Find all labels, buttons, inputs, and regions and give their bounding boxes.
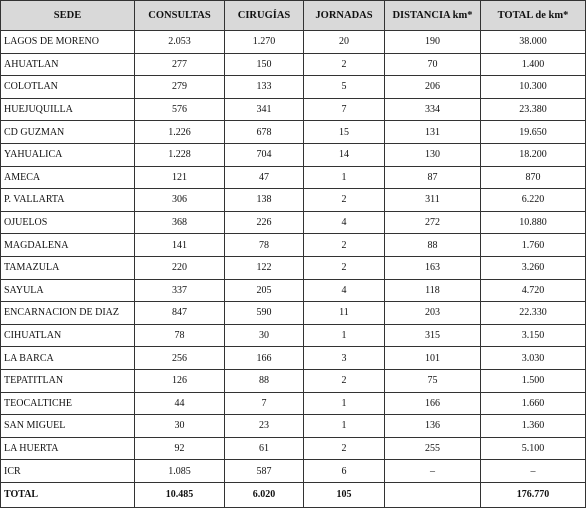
table-row xyxy=(1,211,586,234)
cell-sede: TAMAZULA xyxy=(1,256,135,279)
cell-sede: CD GUZMAN xyxy=(1,121,135,144)
cell-sede: P. VALLARTA xyxy=(1,189,135,212)
cell-consultas: 277 xyxy=(135,53,225,76)
cell-total-km: 1.500 xyxy=(481,369,586,392)
cell-cirugias: 205 xyxy=(225,279,304,302)
table-row xyxy=(1,415,586,438)
cell-consultas: 1.228 xyxy=(135,143,225,166)
cell-distancia: 315 xyxy=(385,324,481,347)
cell-jornadas: 2 xyxy=(304,189,385,212)
cell-jornadas: 2 xyxy=(304,256,385,279)
cell-sede: SAYULA xyxy=(1,279,135,302)
cell-consultas: 1.226 xyxy=(135,121,225,144)
cell-consultas: 121 xyxy=(135,166,225,189)
cell-jornadas: 14 xyxy=(304,143,385,166)
header-consultas: CONSULTAS xyxy=(135,1,225,31)
cell-distancia: 206 xyxy=(385,76,481,99)
cell-total-km: 18.200 xyxy=(481,143,586,166)
table-row xyxy=(1,460,586,483)
cell-sede: HUEJUQUILLA xyxy=(1,98,135,121)
cell-cirugias: 7 xyxy=(225,392,304,415)
header-total-km: TOTAL de km* xyxy=(481,1,586,31)
table-row xyxy=(1,302,586,325)
cell-total-km: – xyxy=(481,460,586,483)
cell-consultas: 256 xyxy=(135,347,225,370)
table-row xyxy=(1,121,586,144)
cell-sede: LAGOS DE MORENO xyxy=(1,31,135,54)
cell-distancia: 130 xyxy=(385,143,481,166)
cell-sede: CIHUATLAN xyxy=(1,324,135,347)
cell-jornadas: 1 xyxy=(304,415,385,438)
table-row xyxy=(1,98,586,121)
cell-cirugias: 61 xyxy=(225,437,304,460)
table-row xyxy=(1,347,586,370)
total-consultas: 10.485 xyxy=(135,482,225,507)
cell-jornadas: 11 xyxy=(304,302,385,325)
table-row xyxy=(1,437,586,460)
cell-distancia: 101 xyxy=(385,347,481,370)
cell-distancia: 75 xyxy=(385,369,481,392)
table-row xyxy=(1,392,586,415)
cell-distancia: 136 xyxy=(385,415,481,438)
cell-cirugias: 704 xyxy=(225,143,304,166)
cell-total-km: 1.400 xyxy=(481,53,586,76)
cell-cirugias: 590 xyxy=(225,302,304,325)
cell-jornadas: 2 xyxy=(304,234,385,257)
cell-cirugias: 166 xyxy=(225,347,304,370)
cell-consultas: 44 xyxy=(135,392,225,415)
cell-total-km: 1.660 xyxy=(481,392,586,415)
header-row xyxy=(1,1,586,31)
cell-distancia: 163 xyxy=(385,256,481,279)
cell-sede: AHUATLAN xyxy=(1,53,135,76)
cell-consultas: 141 xyxy=(135,234,225,257)
table-row xyxy=(1,31,586,54)
cell-cirugias: 1.270 xyxy=(225,31,304,54)
table-body xyxy=(1,31,586,508)
cell-distancia: 87 xyxy=(385,166,481,189)
cell-distancia: 272 xyxy=(385,211,481,234)
cell-consultas: 368 xyxy=(135,211,225,234)
header-distancia: DISTANCIA km* xyxy=(385,1,481,31)
cell-sede: TEPATITLAN xyxy=(1,369,135,392)
cell-consultas: 92 xyxy=(135,437,225,460)
cell-total-km: 10.880 xyxy=(481,211,586,234)
cell-sede: LA HUERTA xyxy=(1,437,135,460)
cell-consultas: 306 xyxy=(135,189,225,212)
table-row xyxy=(1,143,586,166)
cell-consultas: 1.085 xyxy=(135,460,225,483)
total-row xyxy=(1,482,586,507)
cell-sede: MAGDALENA xyxy=(1,234,135,257)
cell-cirugias: 150 xyxy=(225,53,304,76)
cell-sede: AMECA xyxy=(1,166,135,189)
cell-cirugias: 78 xyxy=(225,234,304,257)
cell-total-km: 1.760 xyxy=(481,234,586,257)
cell-total-km: 10.300 xyxy=(481,76,586,99)
cell-total-km: 6.220 xyxy=(481,189,586,212)
table-row xyxy=(1,189,586,212)
table-row xyxy=(1,76,586,99)
total-distancia xyxy=(385,482,481,507)
cell-distancia: 203 xyxy=(385,302,481,325)
cell-jornadas: 15 xyxy=(304,121,385,144)
cell-sede: COLOTLAN xyxy=(1,76,135,99)
cell-cirugias: 587 xyxy=(225,460,304,483)
cell-cirugias: 88 xyxy=(225,369,304,392)
cell-jornadas: 2 xyxy=(304,53,385,76)
cell-distancia: 190 xyxy=(385,31,481,54)
cell-total-km: 3.030 xyxy=(481,347,586,370)
total-total-km: 176.770 xyxy=(481,482,586,507)
header-jornadas: JORNADAS xyxy=(304,1,385,31)
table-row xyxy=(1,256,586,279)
cell-jornadas: 4 xyxy=(304,211,385,234)
cell-distancia: 334 xyxy=(385,98,481,121)
cell-total-km: 23.380 xyxy=(481,98,586,121)
cell-distancia: 88 xyxy=(385,234,481,257)
cell-jornadas: 5 xyxy=(304,76,385,99)
cell-sede: OJUELOS xyxy=(1,211,135,234)
table-row xyxy=(1,279,586,302)
cell-sede: TEOCALTICHE xyxy=(1,392,135,415)
total-jornadas: 105 xyxy=(304,482,385,507)
cell-cirugias: 678 xyxy=(225,121,304,144)
cell-distancia: – xyxy=(385,460,481,483)
cell-consultas: 576 xyxy=(135,98,225,121)
cell-consultas: 337 xyxy=(135,279,225,302)
cell-distancia: 255 xyxy=(385,437,481,460)
cell-sede: ENCARNACION DE DIAZ xyxy=(1,302,135,325)
cell-total-km: 870 xyxy=(481,166,586,189)
cell-total-km: 3.150 xyxy=(481,324,586,347)
cell-total-km: 38.000 xyxy=(481,31,586,54)
cell-jornadas: 4 xyxy=(304,279,385,302)
cell-consultas: 847 xyxy=(135,302,225,325)
cell-jornadas: 3 xyxy=(304,347,385,370)
cell-cirugias: 122 xyxy=(225,256,304,279)
cell-sede: LA BARCA xyxy=(1,347,135,370)
cell-cirugias: 226 xyxy=(225,211,304,234)
cell-sede: ICR xyxy=(1,460,135,483)
cell-jornadas: 7 xyxy=(304,98,385,121)
header-cirugias: CIRUGÍAS xyxy=(225,1,304,31)
table-row xyxy=(1,324,586,347)
cell-cirugias: 341 xyxy=(225,98,304,121)
cell-cirugias: 23 xyxy=(225,415,304,438)
table-row xyxy=(1,369,586,392)
cell-jornadas: 2 xyxy=(304,437,385,460)
cell-distancia: 70 xyxy=(385,53,481,76)
cell-total-km: 22.330 xyxy=(481,302,586,325)
cell-total-km: 19.650 xyxy=(481,121,586,144)
cell-total-km: 5.100 xyxy=(481,437,586,460)
cell-distancia: 131 xyxy=(385,121,481,144)
cell-jornadas: 1 xyxy=(304,324,385,347)
cell-cirugias: 47 xyxy=(225,166,304,189)
cell-consultas: 279 xyxy=(135,76,225,99)
cell-total-km: 4.720 xyxy=(481,279,586,302)
cell-consultas: 30 xyxy=(135,415,225,438)
cell-jornadas: 1 xyxy=(304,392,385,415)
total-sede: TOTAL xyxy=(1,482,135,507)
cell-distancia: 166 xyxy=(385,392,481,415)
cell-total-km: 3.260 xyxy=(481,256,586,279)
table-row xyxy=(1,234,586,257)
cell-sede: YAHUALICA xyxy=(1,143,135,166)
cell-jornadas: 20 xyxy=(304,31,385,54)
cell-distancia: 311 xyxy=(385,189,481,212)
table-row xyxy=(1,166,586,189)
cell-consultas: 126 xyxy=(135,369,225,392)
cell-sede: SAN MIGUEL xyxy=(1,415,135,438)
cell-distancia: 118 xyxy=(385,279,481,302)
header-sede: SEDE xyxy=(1,1,135,31)
cell-cirugias: 30 xyxy=(225,324,304,347)
table-row xyxy=(1,53,586,76)
cell-consultas: 2.053 xyxy=(135,31,225,54)
cell-total-km: 1.360 xyxy=(481,415,586,438)
cell-jornadas: 2 xyxy=(304,369,385,392)
cell-consultas: 220 xyxy=(135,256,225,279)
cell-jornadas: 6 xyxy=(304,460,385,483)
total-cirugias: 6.020 xyxy=(225,482,304,507)
cell-consultas: 78 xyxy=(135,324,225,347)
cell-cirugias: 133 xyxy=(225,76,304,99)
cell-cirugias: 138 xyxy=(225,189,304,212)
cell-jornadas: 1 xyxy=(304,166,385,189)
